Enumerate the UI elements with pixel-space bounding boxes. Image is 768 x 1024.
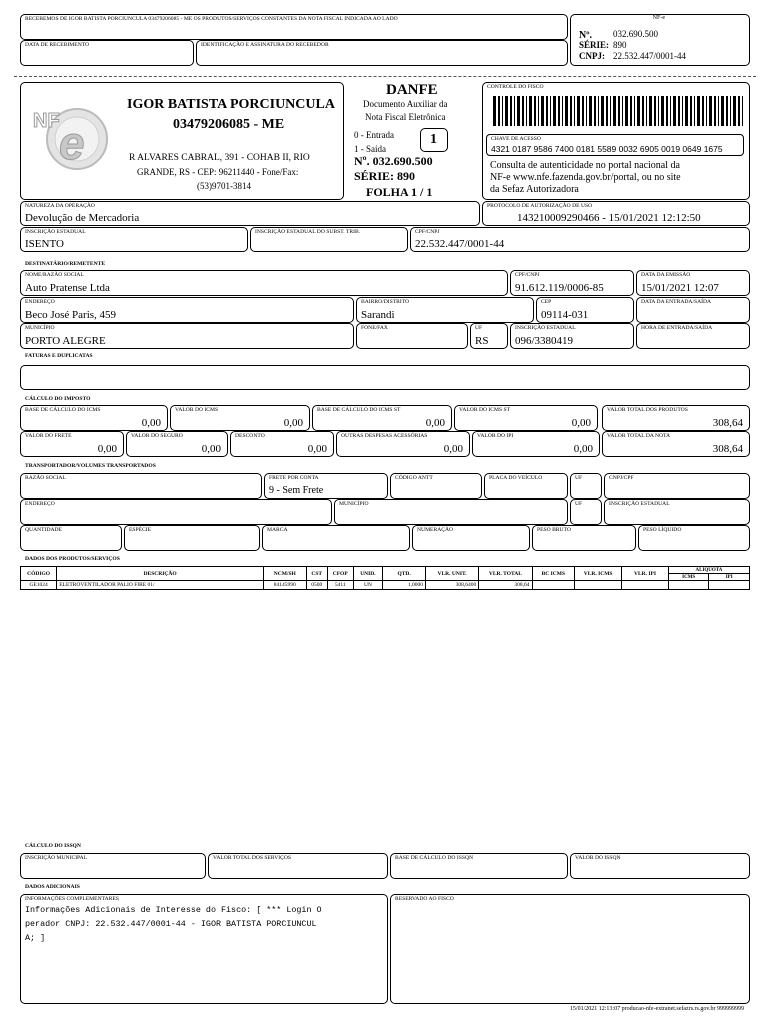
barcode-bar xyxy=(697,96,700,126)
dest-municipio-box xyxy=(20,323,354,349)
produtos-section: DADOS DOS PRODUTOS/SERVIÇOS xyxy=(25,556,120,562)
barcode-bar xyxy=(654,96,656,126)
ipi-value: 0,00 xyxy=(573,443,593,455)
desconto-box xyxy=(230,431,334,457)
col-cst: CST xyxy=(306,567,327,581)
info-line3: A; ] xyxy=(25,933,46,943)
barcode-bar xyxy=(589,96,592,126)
table-cell xyxy=(532,581,575,590)
natureza-value: Devolução de Mercadoria xyxy=(25,212,140,224)
barcode-bar xyxy=(562,96,563,126)
transp-frete-label: FRETE POR CONTA xyxy=(269,475,319,481)
canhoto-identificacao xyxy=(196,40,568,66)
danfe-subtitle1: Documento Auxiliar da xyxy=(363,99,448,109)
col-descricao: DESCRIÇÃO xyxy=(57,567,264,581)
barcode-bar xyxy=(742,96,743,126)
table-cell: 308,6400 xyxy=(425,581,478,590)
table-row xyxy=(21,581,750,590)
transp-endereco-label: ENDEREÇO xyxy=(25,501,55,507)
dest-entrada-box xyxy=(636,297,750,323)
barcode-bar xyxy=(658,96,659,126)
canhoto-numero: 032.690.500 xyxy=(613,29,658,39)
v-st-value: 0,00 xyxy=(571,417,591,429)
v-nota-label: VALOR TOTAL DA NOTA xyxy=(607,433,671,439)
ie-st-label: INSCRIÇÃO ESTADUAL DO SUBST. TRIB. xyxy=(255,229,361,235)
v-prod-box xyxy=(602,405,750,431)
identificacao-label: IDENTIFICAÇÃO E ASSINATURA DO RECEBEDOR xyxy=(201,42,329,48)
transp-ie-label: INSCRIÇÃO ESTADUAL xyxy=(609,501,670,507)
transp-frete-box xyxy=(264,473,388,499)
table-cell xyxy=(709,581,750,590)
transp-placa-box xyxy=(484,473,568,499)
barcode-bar xyxy=(577,96,580,126)
table-cell: GE1024 xyxy=(21,581,57,590)
barcode-bar xyxy=(673,96,676,126)
dest-entrada-label: DATA DA ENTRADA/SAÍDA xyxy=(641,299,712,305)
dest-endereco-label: ENDEREÇO xyxy=(25,299,55,305)
col-ncm: NCM/SH xyxy=(263,567,306,581)
data-recebimento-label: DATA DE RECEBIMENTO xyxy=(25,42,90,48)
emitente-endereco2: GRANDE, RS - CEP: 96211440 - Fone/Fax: xyxy=(137,167,299,177)
controle-fisco-label: CONTROLE DO FISCO xyxy=(487,84,544,90)
ie-value: ISENTO xyxy=(25,238,64,250)
dest-nome-label: NOME/RAZÃO SOCIAL xyxy=(25,272,84,278)
col-bc-icms: BC ICMS xyxy=(532,567,575,581)
barcode-bar xyxy=(682,96,683,126)
dest-ie-label: INSCRIÇÃO ESTADUAL xyxy=(515,325,576,331)
barcode-bar xyxy=(721,96,724,126)
transp-uf-box xyxy=(570,473,602,499)
dest-uf-box xyxy=(470,323,508,349)
transp-peso-bruto-box xyxy=(532,525,636,551)
transp-municipio-box xyxy=(334,499,568,525)
barcode-bar xyxy=(574,96,575,126)
chave-acesso-label: CHAVE DE ACESSO xyxy=(491,136,541,142)
barcode-bar xyxy=(661,96,664,126)
svg-text:NF: NF xyxy=(33,110,60,132)
destinatario-section: DESTINATÁRIO/REMETENTE xyxy=(25,261,106,267)
barcode-bar xyxy=(630,96,632,126)
barcode-bar xyxy=(522,96,524,126)
table-cell: 1,0000 xyxy=(383,581,426,590)
barcode-bar xyxy=(622,96,623,126)
v-icms-value: 0,00 xyxy=(283,417,303,429)
danfe-subtitle2: Nota Fiscal Eletrônica xyxy=(365,112,446,122)
barcode-bar xyxy=(666,96,668,126)
emitente-box xyxy=(20,82,344,200)
barcode-bar xyxy=(694,96,695,126)
seguro-box xyxy=(126,431,228,457)
table-cell xyxy=(575,581,622,590)
dest-cnpj-value: 91.612.119/0006-85 xyxy=(515,282,604,294)
info-line1: Informações Adicionais de Interesse do Fisco: [ *** Login O xyxy=(25,905,322,915)
barcode-bar xyxy=(529,96,532,126)
dest-municipio-label: MUNICÍPIO xyxy=(25,325,55,331)
barcode-bar xyxy=(586,96,587,126)
barcode-icon xyxy=(493,96,743,126)
danfe-numero: Nº. 032.690.500 xyxy=(354,154,433,168)
reservado-fisco-label: RESERVADO AO FISCO xyxy=(395,896,454,902)
barcode-bar xyxy=(538,96,539,126)
frete-box xyxy=(20,431,124,457)
transp-placa-label: PLACA DO VEÍCULO xyxy=(489,475,543,481)
recebemos-text: RECEBEMOS DE IGOR BATISTA PORCIUNCULA 03479206085 - ME OS PRODUTOS/SERVIÇOS CONSTANTES DA NOTA FISCAL INDICADA AO LADO xyxy=(25,16,398,22)
protocolo-box xyxy=(482,201,750,226)
barcode-bar xyxy=(541,96,544,126)
barcode-bar xyxy=(598,96,599,126)
transp-numeracao-box xyxy=(412,525,530,551)
transp-cnpj-label: CNPJ/CPF xyxy=(609,475,634,481)
col-aliq-icms: ICMS xyxy=(668,574,709,581)
danfe-entrada: 0 - Entrada xyxy=(354,130,394,140)
ipi-box xyxy=(472,431,600,457)
faturas-section: FATURAS E DUPLICATAS xyxy=(25,353,93,359)
dest-bairro-box xyxy=(356,297,534,323)
bc-icms-label: BASE DE CÁLCULO DO ICMS xyxy=(25,407,101,413)
col-vlr-unit: VLR. UNIT. xyxy=(425,567,478,581)
barcode-bar xyxy=(582,96,584,126)
dest-cnpj-box xyxy=(510,270,634,296)
emitente-cnpj-box xyxy=(410,227,750,252)
consulta-line3: da Sefaz Autorizadora xyxy=(490,184,579,195)
col-vlr-icms: VLR. ICMS xyxy=(575,567,622,581)
col-aliq-ipi: IPI xyxy=(709,574,750,581)
v-icms-label: VALOR DO ICMS xyxy=(175,407,219,413)
dest-ie-value: 096/3380419 xyxy=(515,335,574,347)
col-qtd: QTD. xyxy=(383,567,426,581)
barcode-bar xyxy=(706,96,707,126)
col-cfop: CFOP xyxy=(327,567,353,581)
issqn-v-label: VALOR DO ISSQN xyxy=(575,855,621,861)
imposto-section: CÁLCULO DO IMPOSTO xyxy=(25,396,91,402)
col-codigo: CÓDIGO xyxy=(21,567,57,581)
table-cell xyxy=(668,581,709,590)
info-complementares-box xyxy=(20,894,388,1004)
outras-label: OUTRAS DESPESAS ACESSÓRIAS xyxy=(341,433,428,439)
emitente-endereco: R ALVARES CABRAL, 391 - COHAB II, RIO xyxy=(129,153,310,163)
danfe-tipo-box xyxy=(420,128,448,152)
dest-bairro-label: BAIRRO/DISTRITO xyxy=(361,299,410,305)
v-nota-value: 308,64 xyxy=(712,443,743,455)
dest-bairro-value: Sarandi xyxy=(361,309,395,321)
canhoto-nfe-box xyxy=(570,14,750,66)
barcode-bar xyxy=(634,96,635,126)
bc-st-box xyxy=(312,405,452,431)
ie-box xyxy=(20,227,248,252)
col-vlr-ipi: VLR. IPI xyxy=(622,567,669,581)
danfe-serie: SÉRIE: 890 xyxy=(354,169,416,183)
dest-uf-value: RS xyxy=(475,335,489,347)
issqn-im-label: INSCRIÇÃO MUNICIPAL xyxy=(25,855,88,861)
danfe-saida: 1 - Saída xyxy=(354,144,386,154)
dest-cep-label: CEP xyxy=(541,299,552,305)
danfe-block xyxy=(346,82,478,200)
dest-municipio-value: PORTO ALEGRE xyxy=(25,335,106,347)
natureza-box xyxy=(20,201,480,226)
danfe-title: DANFE xyxy=(386,82,438,98)
barcode-bar xyxy=(642,96,644,126)
transp-qtd-label: QUANTIDADE xyxy=(25,527,62,533)
info-line2: perador CNPJ: 22.532.447/0001-44 - IGOR BATISTA PORCIUNCUL xyxy=(25,919,317,929)
table-cell: UN xyxy=(353,581,383,590)
barcode-bar xyxy=(514,96,515,126)
transp-especie-box xyxy=(124,525,260,551)
barcode-bar xyxy=(618,96,620,126)
barcode-bar xyxy=(493,96,496,126)
dest-nome-box xyxy=(20,270,508,296)
nfe-logo-icon xyxy=(27,97,117,177)
dest-uf-label: UF xyxy=(475,325,483,331)
adicionais-section: DADOS ADICIONAIS xyxy=(25,884,80,890)
barcode-bar xyxy=(502,96,503,126)
transp-razao-box xyxy=(20,473,262,499)
desconto-label: DESCONTO xyxy=(235,433,265,439)
issqn-section: CÁLCULO DO ISSQN xyxy=(25,843,81,849)
emitente-nome2: 03479206085 - ME xyxy=(173,117,285,132)
protocolo-label: PROTOCOLO DE AUTORIZAÇÃO DE USO xyxy=(487,203,593,209)
transp-marca-label: MARCA xyxy=(267,527,288,533)
barcode-bar xyxy=(649,96,652,126)
barcode-bar xyxy=(637,96,640,126)
dest-emissao-box xyxy=(636,270,750,296)
transportador-section: TRANSPORTADOR/VOLUMES TRANSPORTADOS xyxy=(25,463,156,469)
ie-label: INSCRIÇÃO ESTADUAL xyxy=(25,229,86,235)
col-vlr-total: VLR. TOTAL xyxy=(479,567,532,581)
barcode-bar xyxy=(702,96,704,126)
frete-label: VALOR DO FRETE xyxy=(25,433,72,439)
transp-uf2-label: UF xyxy=(575,501,583,507)
barcode-bar xyxy=(709,96,712,126)
v-nota-box xyxy=(602,431,750,457)
transp-uf2-box xyxy=(570,499,602,525)
barcode-bar xyxy=(526,96,527,126)
v-st-box xyxy=(454,405,598,431)
v-prod-label: VALOR TOTAL DOS PRODUTOS xyxy=(607,407,688,413)
dest-endereco-value: Beco José Paris, 459 xyxy=(25,309,117,321)
footer-timestamp: 15/01/2021 12:13:07 producao-nfe-extranet.sefazrs.rs.gov.br 999999999 xyxy=(569,1006,744,1012)
canhoto-cnpj: 22.532.447/0001-44 xyxy=(613,51,686,61)
table-cell: 5411 xyxy=(327,581,353,590)
transp-qtd-box xyxy=(20,525,122,551)
frete-value: 0,00 xyxy=(97,443,117,455)
barcode-bar xyxy=(718,96,719,126)
barcode-bar xyxy=(570,96,572,126)
barcode-bar xyxy=(505,96,508,126)
barcode-bar xyxy=(498,96,500,126)
info-complementares-label: INFORMAÇÕES COMPLEMENTARES xyxy=(25,896,119,902)
natureza-label: NATUREZA DA OPERAÇÃO xyxy=(25,203,95,209)
dest-hora-label: HORA DE ENTRADA/SAÍDA xyxy=(641,325,713,331)
v-prod-value: 308,64 xyxy=(712,417,743,429)
emitente-cnpj-value: 22.532.447/0001-44 xyxy=(415,238,505,250)
canhoto-data-recebimento xyxy=(20,40,194,66)
danfe-tipo: 1 xyxy=(430,132,437,147)
barcode-bar xyxy=(646,96,647,126)
seguro-label: VALOR DO SEGURO xyxy=(131,433,183,439)
table-cell: ELETROVENTILADOR PALIO FIRE 01/ xyxy=(57,581,264,590)
canhoto-serie: 890 xyxy=(613,40,627,50)
emitente-cnpj-label: CPF/CNPJ xyxy=(415,229,440,235)
outras-box xyxy=(336,431,470,457)
desconto-value: 0,00 xyxy=(307,443,327,455)
nfe-label: NF-e xyxy=(652,15,665,21)
barcode-bar xyxy=(546,96,548,126)
issqn-v-box xyxy=(570,853,750,879)
svg-text:e: e xyxy=(59,117,85,169)
v-st-label: VALOR DO ICMS ST xyxy=(459,407,511,413)
dest-hora-box xyxy=(636,323,750,349)
barcode-bar xyxy=(730,96,731,126)
barcode-bar xyxy=(613,96,616,126)
transp-numeracao-label: NUMERAÇÃO xyxy=(417,527,454,533)
table-cell: 0500 xyxy=(306,581,327,590)
dest-fone-label: FONE/FAX xyxy=(361,325,388,331)
barcode-bar xyxy=(733,96,736,126)
barcode-bar xyxy=(510,96,512,126)
barcode-bar xyxy=(685,96,688,126)
canhoto-serie-label: SÉRIE: xyxy=(579,40,610,50)
v-icms-box xyxy=(170,405,310,431)
transp-peso-liquido-box xyxy=(638,525,750,551)
barcode-bar xyxy=(601,96,604,126)
transp-peso-bruto-label: PESO BRUTO xyxy=(537,527,571,533)
canhoto-recebemos xyxy=(20,14,568,40)
transp-frete-value: 9 - Sem Frete xyxy=(269,485,324,496)
issqn-im-box xyxy=(20,853,206,879)
bc-st-value: 0,00 xyxy=(425,417,445,429)
emitente-fone: (53)9701-3814 xyxy=(197,181,251,191)
barcode-bar xyxy=(594,96,596,126)
transp-especie-label: ESPÉCIE xyxy=(129,527,152,533)
consulta-line1: Consulta de autenticidade no portal nacional da xyxy=(490,160,680,171)
barcode-bar xyxy=(625,96,628,126)
col-unid: UNID. xyxy=(353,567,383,581)
chave-acesso-box xyxy=(486,134,744,156)
barcode-bar xyxy=(553,96,556,126)
transp-endereco-box xyxy=(20,499,332,525)
transp-antt-label: CÓDIGO ANTT xyxy=(395,475,433,481)
issqn-vserv-label: VALOR TOTAL DOS SERVIÇOS xyxy=(213,855,291,861)
bc-icms-box xyxy=(20,405,168,431)
seguro-value: 0,00 xyxy=(201,443,221,455)
dest-cep-box xyxy=(536,297,634,323)
canhoto-cnpj-label: CNPJ: xyxy=(579,51,605,61)
transp-uf-label: UF xyxy=(575,475,583,481)
dest-nome-value: Auto Pratense Ltda xyxy=(25,282,110,294)
transp-ie-box xyxy=(604,499,750,525)
dest-cep-value: 09114-031 xyxy=(541,309,589,321)
barcode-bar xyxy=(690,96,692,126)
canhoto-numero-label: Nº. xyxy=(579,30,593,41)
bc-icms-value: 0,00 xyxy=(141,417,161,429)
emitente-nome: IGOR BATISTA PORCIUNCULA xyxy=(127,97,335,112)
ipi-label: VALOR DO IPI xyxy=(477,433,514,439)
ie-st-box xyxy=(250,227,408,252)
barcode-bar xyxy=(565,96,568,126)
table-cell: 84145990 xyxy=(263,581,306,590)
dest-fone-box xyxy=(356,323,468,349)
outras-value: 0,00 xyxy=(443,443,463,455)
barcode-bar xyxy=(534,96,536,126)
faturas-box xyxy=(20,365,750,390)
issqn-bc-label: BASE DE CÁLCULO DO ISSQN xyxy=(395,855,474,861)
dest-emissao-label: DATA DA EMISSÃO xyxy=(641,272,691,278)
danfe-folha: FOLHA 1 / 1 xyxy=(366,185,433,199)
table-cell: 308,64 xyxy=(479,581,532,590)
issqn-vserv-box xyxy=(208,853,388,879)
dest-emissao-value: 15/01/2021 12:07 xyxy=(641,282,719,294)
col-aliquota: ALÍQUOTA xyxy=(668,567,749,574)
barcode-bar xyxy=(550,96,551,126)
issqn-bc-box xyxy=(390,853,568,879)
barcode-bar xyxy=(738,96,740,126)
transp-municipio-label: MUNICÍPIO xyxy=(339,501,369,507)
barcode-bar xyxy=(558,96,560,126)
dest-ie-box xyxy=(510,323,634,349)
produtos-table xyxy=(20,566,750,590)
cut-line xyxy=(14,76,756,77)
barcode-bar xyxy=(517,96,520,126)
barcode-bar xyxy=(610,96,611,126)
barcode-bar xyxy=(678,96,680,126)
transp-antt-box xyxy=(390,473,482,499)
consulta-line2: NF-e www.nfe.fazenda.gov.br/portal, ou no site xyxy=(490,172,681,183)
transp-marca-box xyxy=(262,525,410,551)
dest-endereco-box xyxy=(20,297,354,323)
barcode-bar xyxy=(714,96,716,126)
transp-peso-liquido-label: PESO LÍQUIDO xyxy=(643,527,682,533)
chave-acesso: 4321 0187 9586 7400 0181 5589 0032 6905 0019 0649 1675 xyxy=(491,144,723,154)
barcode-bar xyxy=(726,96,728,126)
barcode-bar xyxy=(606,96,608,126)
bc-st-label: BASE DE CÁLCULO DO ICMS ST xyxy=(317,407,401,413)
dest-cnpj-label: CPF/CNPJ xyxy=(515,272,540,278)
transp-razao-label: RAZÃO SOCIAL xyxy=(25,475,66,481)
protocolo-value: 143210009290466 - 15/01/2021 12:12:50 xyxy=(517,212,701,224)
barcode-bar xyxy=(670,96,671,126)
reservado-fisco-box xyxy=(390,894,750,1004)
transp-cnpj-box xyxy=(604,473,750,499)
table-cell xyxy=(622,581,669,590)
